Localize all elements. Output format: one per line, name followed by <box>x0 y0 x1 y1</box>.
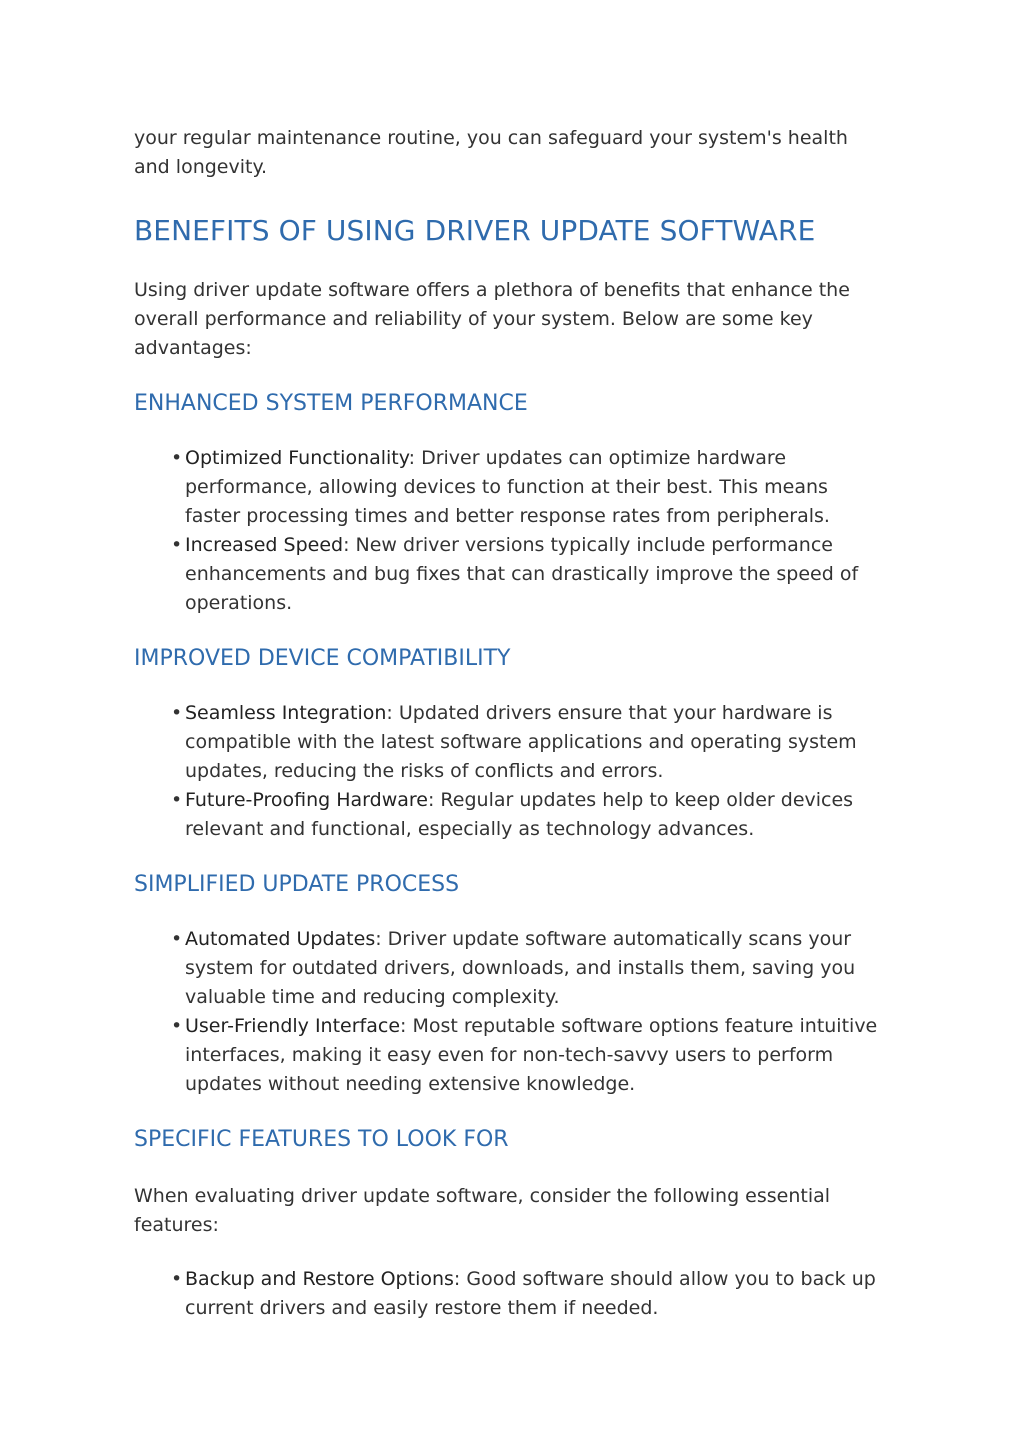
list-item <box>171 444 884 531</box>
subsection-heading-update-process: SIMPLIFIED UPDATE PROCESS <box>134 872 460 897</box>
list-item <box>171 1012 884 1099</box>
section-heading: BENEFITS OF USING DRIVER UPDATE SOFTWARE <box>134 214 816 247</box>
bullet: • <box>171 447 183 469</box>
bullet: • <box>171 789 183 811</box>
bullet: • <box>171 928 183 950</box>
list-item-text: : Driver updates can optimize hardware performance, allowing devices to function at their best. This means faster processing times and better response rates from peripherals. <box>185 447 830 527</box>
subsection-heading-performance: ENHANCED SYSTEM PERFORMANCE <box>134 391 528 416</box>
list-item <box>171 925 884 1012</box>
features-intro-paragraph: When evaluating driver update software, consider the following essential features: <box>134 1185 831 1236</box>
list-item-text: : New driver versions typically include performance enhancements and bug fixes that can drastically improve the speed of operations. <box>185 534 859 614</box>
list-item <box>171 786 884 844</box>
subsection-heading-features: SPECIFIC FEATURES TO LOOK FOR <box>134 1127 509 1152</box>
section-intro-paragraph: Using driver update software offers a plethora of benefits that enhance the overall performance and reliability of your system. Below are some key advantages: <box>134 279 850 359</box>
list-item-term: User-Friendly Interface <box>185 1015 401 1037</box>
list-item-term: Increased Speed <box>185 534 344 556</box>
list-item-term: Seamless Integration <box>185 702 387 724</box>
list-item-text: : Most reputable software options feature intuitive interfaces, making it easy even for non-tech-savvy users to perform updates without needing extensive knowledge. <box>185 1015 878 1095</box>
bullet: • <box>171 1015 183 1037</box>
list-item-term: Backup and Restore Options <box>185 1268 454 1290</box>
subsection-heading-compatibility: IMPROVED DEVICE COMPATIBILITY <box>134 646 511 671</box>
list-item-text: : Good software should allow you to back up current drivers and easily restore them if needed. <box>185 1268 876 1319</box>
list-item <box>171 699 884 786</box>
performance-list <box>134 444 884 618</box>
list-item-term: Future-Proofing Hardware <box>185 789 428 811</box>
features-list <box>134 1265 884 1323</box>
list-item-text: : Driver update software automatically scans your system for outdated drivers, downloads, and installs them, saving you valuable time and reducing complexity. <box>185 928 856 1008</box>
bullet: • <box>171 1268 183 1290</box>
list-item-term: Optimized Functionality <box>185 447 409 469</box>
list-item-term: Automated Updates <box>185 928 376 950</box>
compatibility-list <box>134 699 884 844</box>
list-item-text: : Updated drivers ensure that your hardware is compatible with the latest software applications and operating system updates, reducing the risks of conflicts and errors. <box>185 702 857 782</box>
bullet: • <box>171 534 183 556</box>
bullet: • <box>171 702 183 724</box>
list-item-text: : Regular updates help to keep older devices relevant and functional, especially as technology advances. <box>185 789 854 840</box>
continuation-paragraph: your regular maintenance routine, you can safeguard your system's health and longevity. <box>134 127 848 178</box>
document-page <box>134 124 884 1323</box>
list-item <box>171 1265 884 1323</box>
update-process-list <box>134 925 884 1099</box>
list-item <box>171 531 884 618</box>
